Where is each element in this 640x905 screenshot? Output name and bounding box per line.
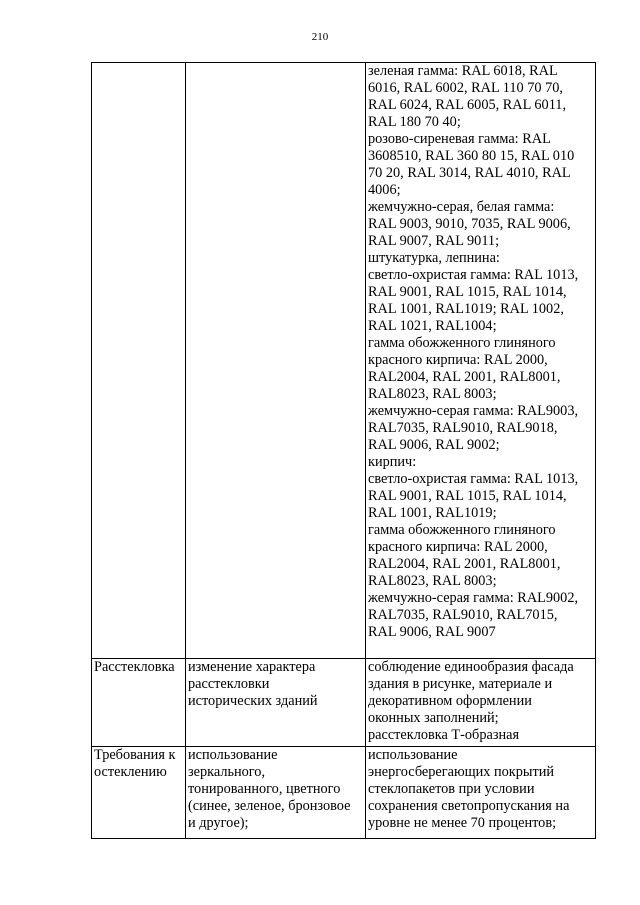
allowed-cell bbox=[366, 747, 596, 839]
cell-line: RAL2004, RAL 2001, RAL8001, bbox=[368, 556, 561, 572]
allowed-cell bbox=[366, 659, 596, 747]
cell-line: гамма обожженного глиняного bbox=[368, 522, 556, 538]
prohibited-cell bbox=[186, 747, 366, 839]
cell-line: остеклению bbox=[94, 764, 167, 780]
cell-line: RAL 6024, RAL 6005, RAL 6011, bbox=[368, 97, 567, 113]
cell-line: Требования к bbox=[94, 747, 176, 763]
allowed-cell bbox=[366, 63, 596, 659]
cell-line: и другое); bbox=[188, 815, 249, 831]
table-row bbox=[92, 659, 596, 747]
cell-line: RAL 1001, RAL1019; bbox=[368, 505, 497, 521]
cell-line: декоративном оформлении bbox=[368, 693, 532, 709]
cell-line: RAL 9001, RAL 1015, RAL 1014, bbox=[368, 284, 567, 300]
cell-line: RAL 1001, RAL1019; RAL 1002, bbox=[368, 301, 564, 317]
cell-line: 3608510, RAL 360 80 15, RAL 010 bbox=[368, 148, 575, 164]
prohibited-cell bbox=[186, 659, 366, 747]
cell-line: RAL2004, RAL 2001, RAL8001, bbox=[368, 369, 561, 385]
cell-line: (синее, зеленое, бронзовое bbox=[188, 798, 351, 814]
requirements-table bbox=[91, 62, 596, 839]
cell-line: жемчужно-серая, белая гамма: bbox=[368, 199, 555, 215]
cell-line: использование bbox=[368, 747, 458, 763]
cell-line: RAL 9006, RAL 9002; bbox=[368, 437, 500, 453]
cell-line: зеленая гамма: RAL 6018, RAL bbox=[368, 63, 558, 79]
cell-line: светло-охристая гамма: RAL 1013, bbox=[368, 471, 579, 487]
table-row bbox=[92, 63, 596, 659]
element-cell bbox=[92, 747, 186, 839]
cell-line: энергосберегающих покрытий bbox=[368, 764, 555, 780]
cell-line: Расстекловка bbox=[94, 659, 175, 675]
element-cell bbox=[92, 659, 186, 747]
table-row bbox=[92, 747, 596, 839]
cell-line: 70 20, RAL 3014, RAL 4010, RAL bbox=[368, 165, 571, 181]
cell-line: RAL8023, RAL 8003; bbox=[368, 573, 497, 589]
cell-line: расстекловка Т-образная bbox=[368, 727, 520, 743]
cell-line: использование bbox=[188, 747, 278, 763]
cell-line: штукатурка, лепнина: bbox=[368, 250, 500, 266]
cell-line: сохранения светопропускания на bbox=[368, 798, 570, 814]
cell-line: RAL 180 70 40; bbox=[368, 114, 461, 130]
cell-line: здания в рисунке, материале и bbox=[368, 676, 553, 692]
cell-line: RAL 9003, 9010, 7035, RAL 9006, bbox=[368, 216, 571, 232]
element-cell bbox=[92, 63, 186, 659]
cell-line: розово-сиреневая гамма: RAL bbox=[368, 131, 551, 147]
cell-line: красного кирпича: RAL 2000, bbox=[368, 539, 548, 555]
cell-line: уровне не менее 70 процентов; bbox=[368, 815, 557, 831]
cell-line: RAL7035, RAL9010, RAL9018, bbox=[368, 420, 558, 436]
cell-line: светло-охристая гамма: RAL 1013, bbox=[368, 267, 579, 283]
cell-line: RAL7035, RAL9010, RAL7015, bbox=[368, 607, 558, 623]
cell-line: красного кирпича: RAL 2000, bbox=[368, 352, 548, 368]
cell-line: гамма обожженного глиняного bbox=[368, 335, 556, 351]
cell-line: RAL 9001, RAL 1015, RAL 1014, bbox=[368, 488, 567, 504]
cell-line: 6016, RAL 6002, RAL 110 70 70, bbox=[368, 80, 563, 96]
cell-line: изменение характера bbox=[188, 659, 316, 675]
cell-line: зеркального, bbox=[188, 764, 266, 780]
prohibited-cell bbox=[186, 63, 366, 659]
cell-line: жемчужно-серая гамма: RAL9002, bbox=[368, 590, 579, 606]
cell-line: соблюдение единообразия фасада bbox=[368, 659, 574, 675]
cell-line: стеклопакетов при условии bbox=[368, 781, 535, 797]
cell-line: расстекловки bbox=[188, 676, 270, 692]
cell-line: жемчужно-серая гамма: RAL9003, bbox=[368, 403, 579, 419]
cell-line: RAL 9006, RAL 9007 bbox=[368, 624, 496, 640]
cell-line: RAL 9007, RAL 9011; bbox=[368, 233, 500, 249]
page-number: 210 bbox=[311, 31, 329, 43]
cell-line: оконных заполнений; bbox=[368, 710, 499, 726]
cell-line: RAL 1021, RAL1004; bbox=[368, 318, 497, 334]
cell-line: кирпич: bbox=[368, 454, 417, 470]
cell-line: исторических зданий bbox=[188, 693, 318, 709]
cell-line: RAL8023, RAL 8003; bbox=[368, 386, 497, 402]
cell-line: тонированного, цветного bbox=[188, 781, 341, 797]
cell-line: 4006; bbox=[368, 182, 401, 198]
